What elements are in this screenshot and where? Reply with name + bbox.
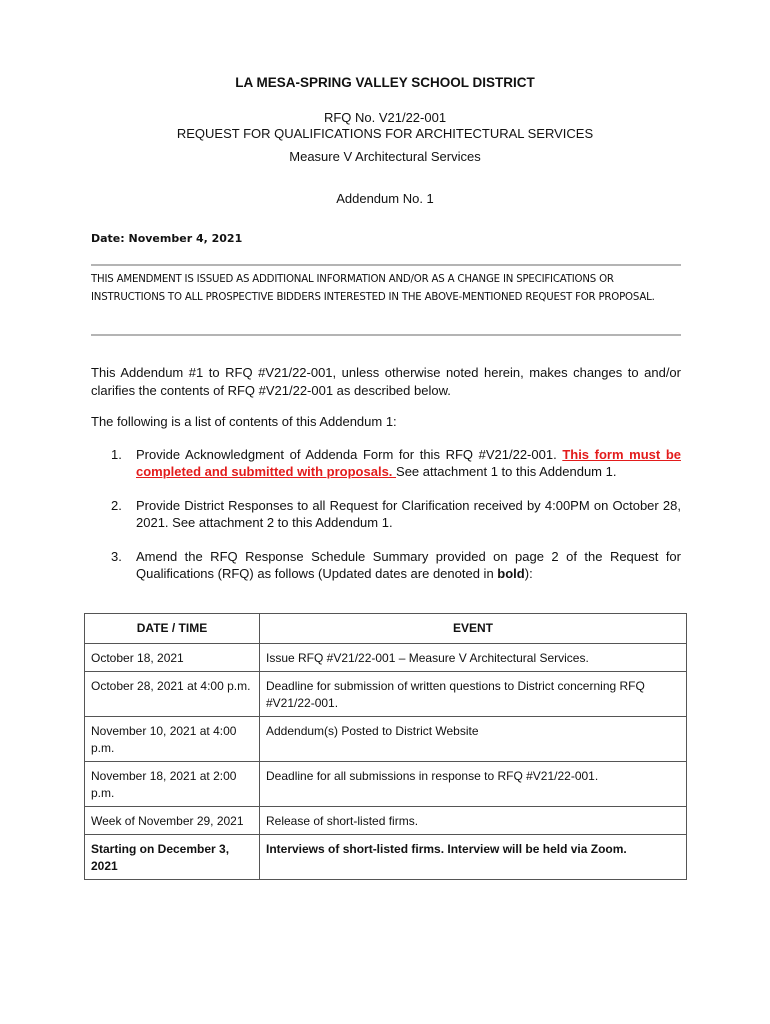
table-row (85, 644, 687, 672)
list-item-text-end: See attachment 1 to this Addendum 1. (396, 464, 617, 479)
table-row (85, 717, 687, 762)
event-cell: Interviews of short-listed firms. Interview will be held via Zoom. (260, 835, 687, 880)
addendum-number: Addendum No. 1 (336, 191, 434, 206)
required-form-notice: This form must be completed and submitted with proposals. (136, 447, 681, 479)
column-header-event: EVENT (260, 614, 687, 644)
measure-title: Measure V Architectural Services (289, 149, 481, 164)
date-cell: November 10, 2021 at 4:00 p.m. (85, 717, 260, 762)
table-row (85, 762, 687, 807)
table-header-row (85, 614, 687, 644)
event-cell: Addendum(s) Posted to District Website (260, 717, 687, 762)
list-item-number: 3. (111, 549, 122, 564)
bold-word: bold (497, 566, 525, 581)
rfq-title: REQUEST FOR QUALIFICATIONS FOR ARCHITECTURAL SERVICES (176, 126, 594, 141)
date-cell: October 18, 2021 (85, 644, 260, 672)
date-cell: October 28, 2021 at 4:00 p.m. (85, 672, 260, 717)
list-item-number: 2. (111, 498, 122, 513)
list-item-text (136, 548, 681, 582)
list-intro: The following is a list of contents of this Addendum 1: (91, 414, 397, 429)
date-cell: November 18, 2021 at 2:00 p.m. (85, 762, 260, 807)
list-item-number: 1. (111, 447, 122, 462)
column-header-date: DATE / TIME (85, 614, 260, 644)
divider-bottom (91, 334, 681, 336)
event-cell: Deadline for submission of written questions to District concerning RFQ #V21/22-001. (260, 672, 687, 717)
intro-paragraph: This Addendum #1 to RFQ #V21/22-001, unless otherwise noted herein, makes changes to and/or clarifies the contents of RFQ #V21/22-001 as described below. (91, 365, 681, 398)
amendment-notice: THIS AMENDMENT IS ISSUED AS ADDITIONAL INFORMATION AND/OR AS A CHANGE IN SPECIFICATIONS OR INSTRUCTIONS TO ALL PROSPECTIVE BIDDERS INTERESTED IN THE ABOVE-MENTIONED REQUEST FOR PROPOSAL. (91, 274, 655, 303)
list-item-text-start: Amend the RFQ Response Schedule Summary provided on page 2 of the Request for Qualifications (RFQ) as follows (Updated dates are denoted in (136, 549, 681, 581)
event-cell: Issue RFQ #V21/22-001 – Measure V Architectural Services. (260, 644, 687, 672)
list-item-text-end: ): (524, 566, 533, 581)
schedule-table (84, 613, 687, 880)
list-item-text-start: Provide Acknowledgment of Addenda Form for this RFQ #V21/22-001. (136, 447, 563, 462)
table-row (85, 807, 687, 835)
date-cell: Starting on December 3, 2021 (85, 835, 260, 880)
rfq-number: RFQ No. V21/22-001 (323, 110, 447, 125)
event-cell: Deadline for all submissions in response to RFQ #V21/22-001. (260, 762, 687, 807)
district-title: LA MESA-SPRING VALLEY SCHOOL DISTRICT (235, 75, 535, 90)
list-item-text: Provide District Responses to all Request for Clarification received by 4:00PM on October 28, 2021. See attachment 2 to this Addendum 1. (136, 498, 681, 530)
table-row (85, 835, 687, 880)
document-date: Date: November 4, 2021 (91, 232, 243, 245)
event-cell: Release of short-listed firms. (260, 807, 687, 835)
list-item-text (136, 446, 681, 480)
table-row (85, 672, 687, 717)
divider-top (91, 264, 681, 266)
date-cell: Week of November 29, 2021 (85, 807, 260, 835)
